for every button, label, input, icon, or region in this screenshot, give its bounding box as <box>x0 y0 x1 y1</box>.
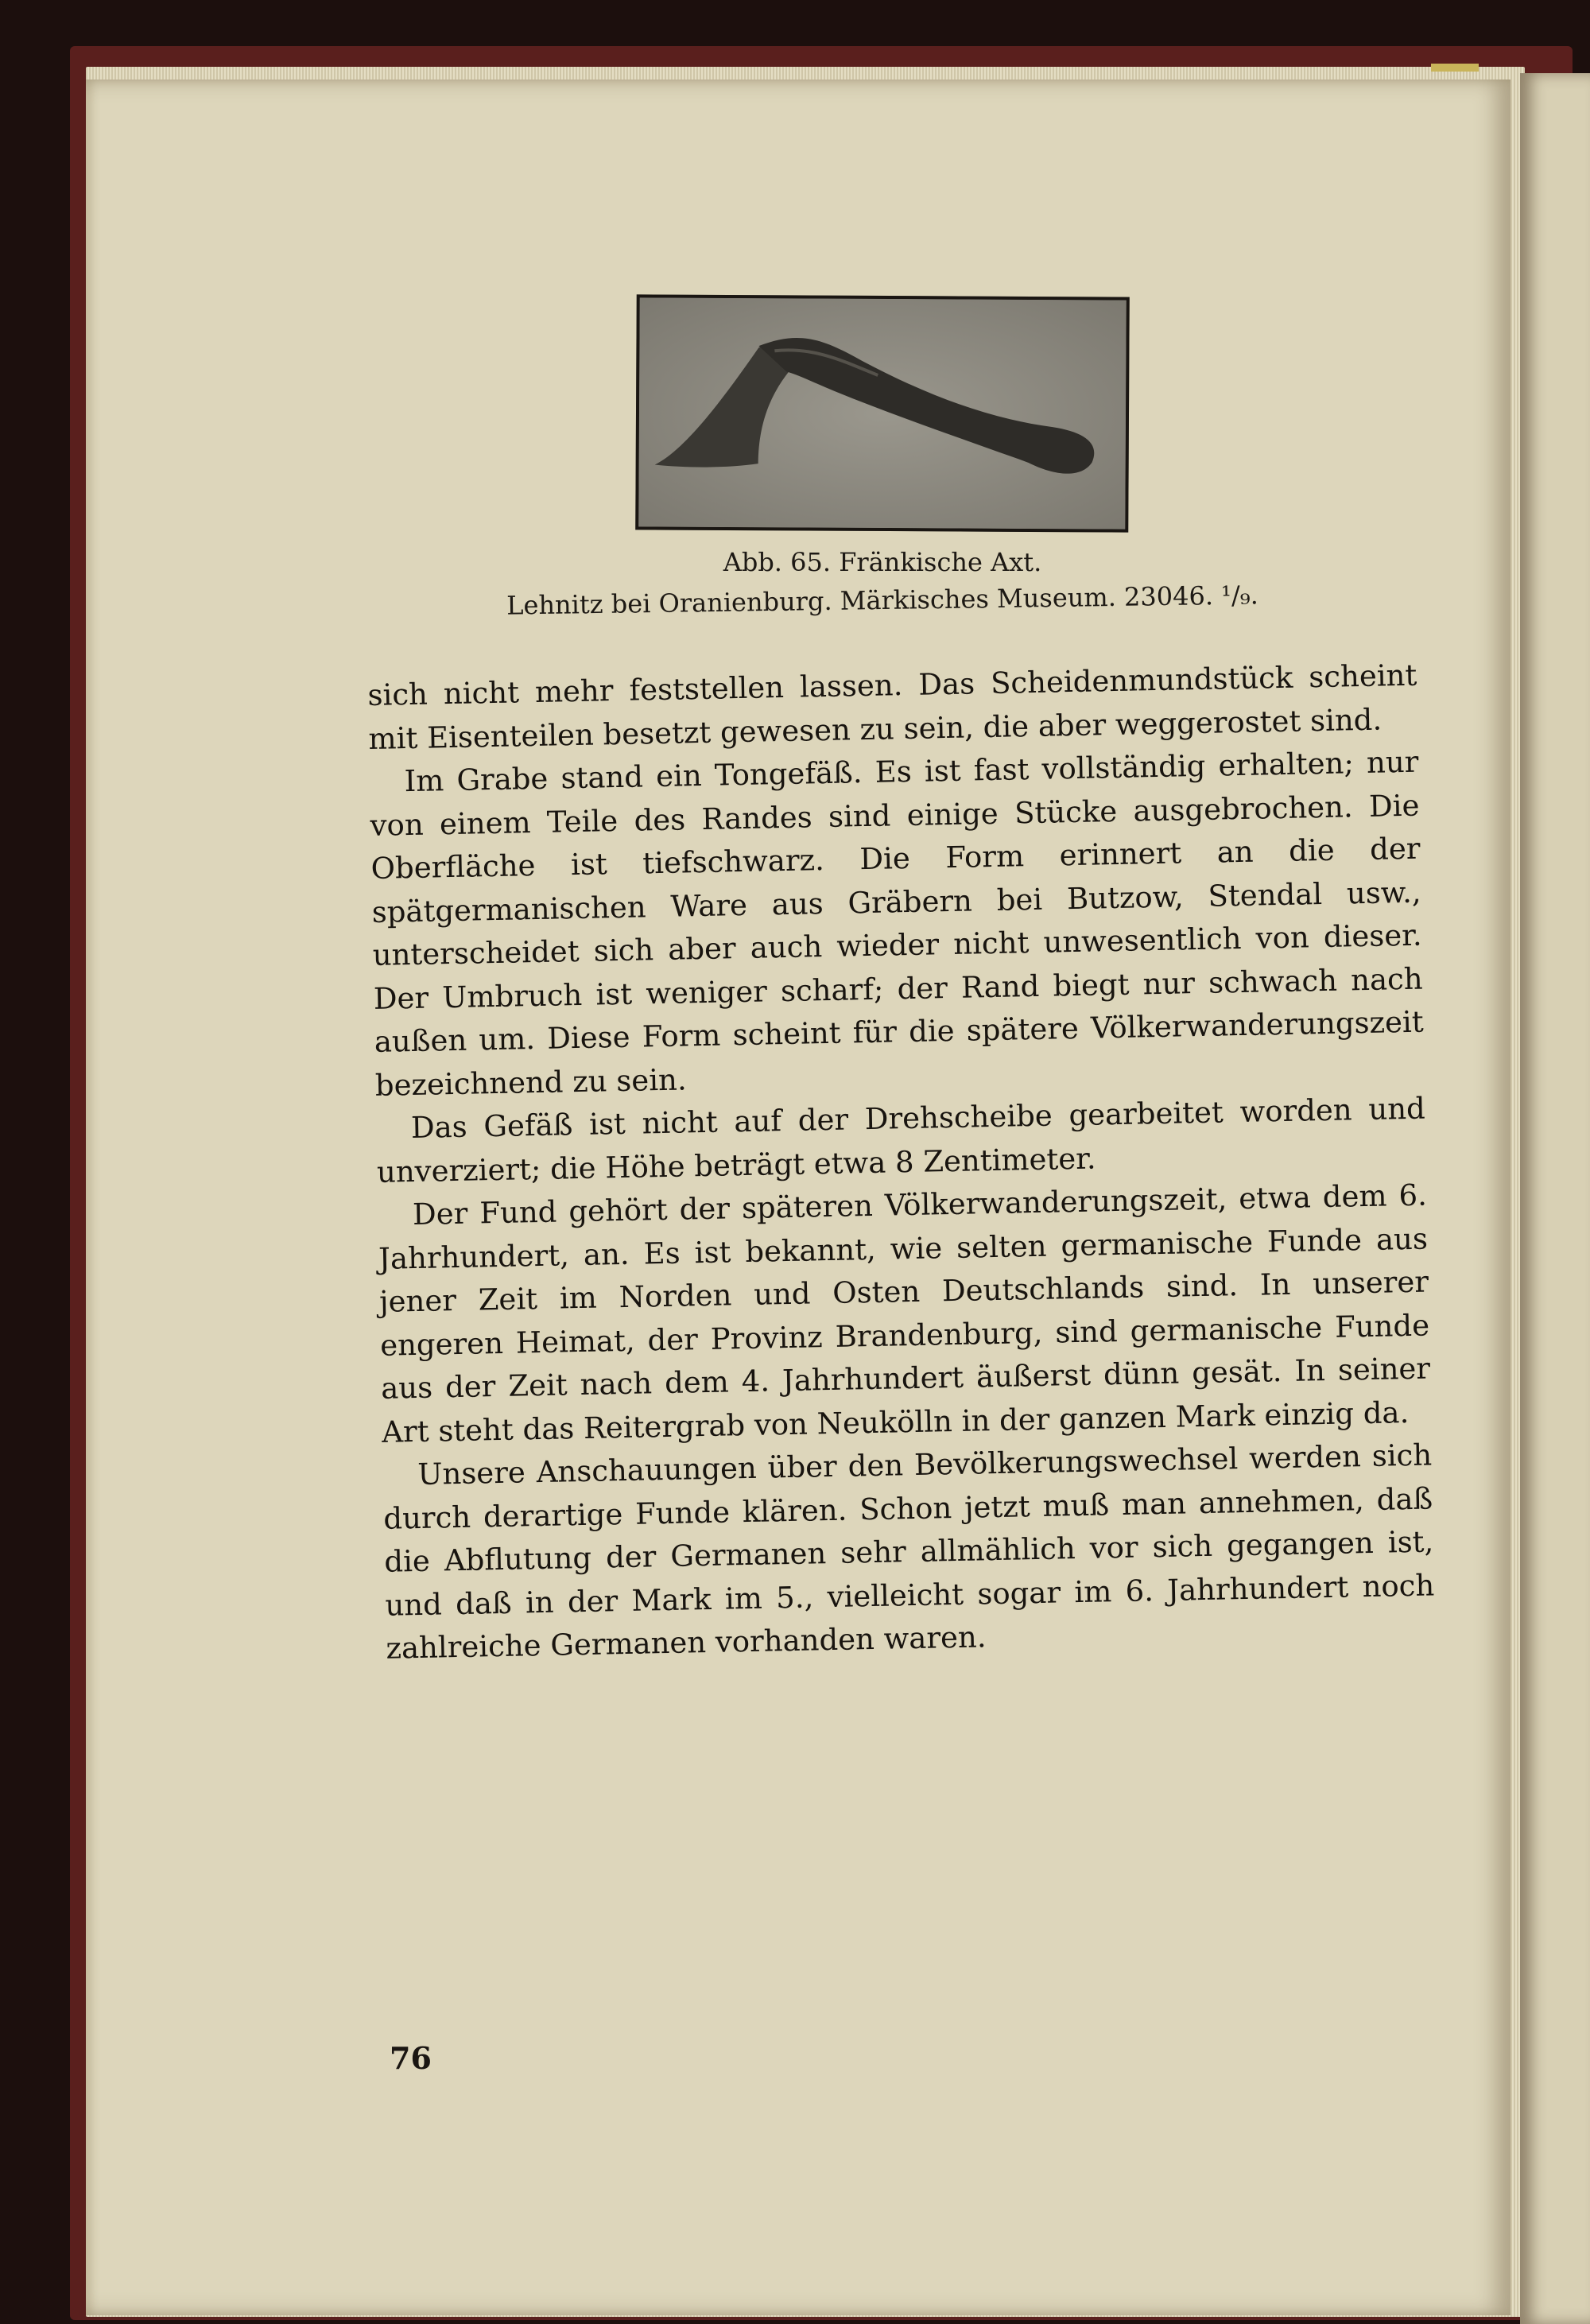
axe-photograph <box>635 294 1130 532</box>
body-text <box>367 654 1436 1671</box>
paragraph: Unsere Anschauungen über den Bevölkerungswechsel werden sich durch derartige Funde klären. Schon jetzt muß man annehmen, daß die Abflutung der Germanen sehr allmählich vor sich gegangen ist, und daß in der Mark im 5., vielleicht sogar im 6. Jahrhundert noch zahlreiche Germanen vorhanden waren. <box>382 1437 1435 1666</box>
axe-illustration <box>638 297 1126 529</box>
facing-page-edge <box>1520 73 1590 2324</box>
paragraph: Im Grabe stand ein Tongefäß. Es ist fast vollständig erhalten; nur von einem Teile des Randes sind einige Stücke ausgebrochen. Die Oberfläche ist tiefschwarz. Die Form erinnert an die der spätgermanischen Ware aus Gräbern bei Butzow, Stendal usw., unterscheidet sich aber auch wieder nicht unwesentlich von dieser. Der Umbruch ist weniger scharf; der Rand biegt nur schwach nach außen um. Diese Form scheint für die spätere Völkerwanderungszeit bezeichnend zu sein. <box>370 744 1425 1103</box>
paragraph: Der Fund gehört der späteren Völkerwanderungszeit, etwa dem 6. Jahrhundert, an. Es ist bekannt, wie selten germanische Funde aus jener Zeit im Norden und Osten Deutschlands sind. In unserer engeren Heimat, der Provinz Brandenburg, sind germanische Funde aus der Zeit nach dem 4. Jahrhundert äußerst dünn gesät. In seiner Art steht das Reitergrab von Neukölln in der ganzen Mark einzig da. <box>378 1178 1431 1449</box>
page-number: 76 <box>390 2040 432 2076</box>
figure-caption-source: Lehnitz bei Oranienburg. Märkisches Museum. 23046. ¹/₉. <box>506 580 1259 621</box>
paragraph: sich nicht mehr feststellen lassen. Das Scheidenmundstück scheint mit Eisenteilen besetzt gewesen zu sein, die aber weggerostet sind. <box>367 658 1417 756</box>
bookmark-ribbon <box>1431 64 1479 72</box>
figure-caption-title: Abb. 65. Fränkische Axt. <box>723 547 1042 577</box>
paragraph: Das Gefäß ist nicht auf der Drehscheibe gearbeitet worden und unverziert; die Höhe beträgt etwa 8 Zentimeter. <box>376 1091 1426 1189</box>
